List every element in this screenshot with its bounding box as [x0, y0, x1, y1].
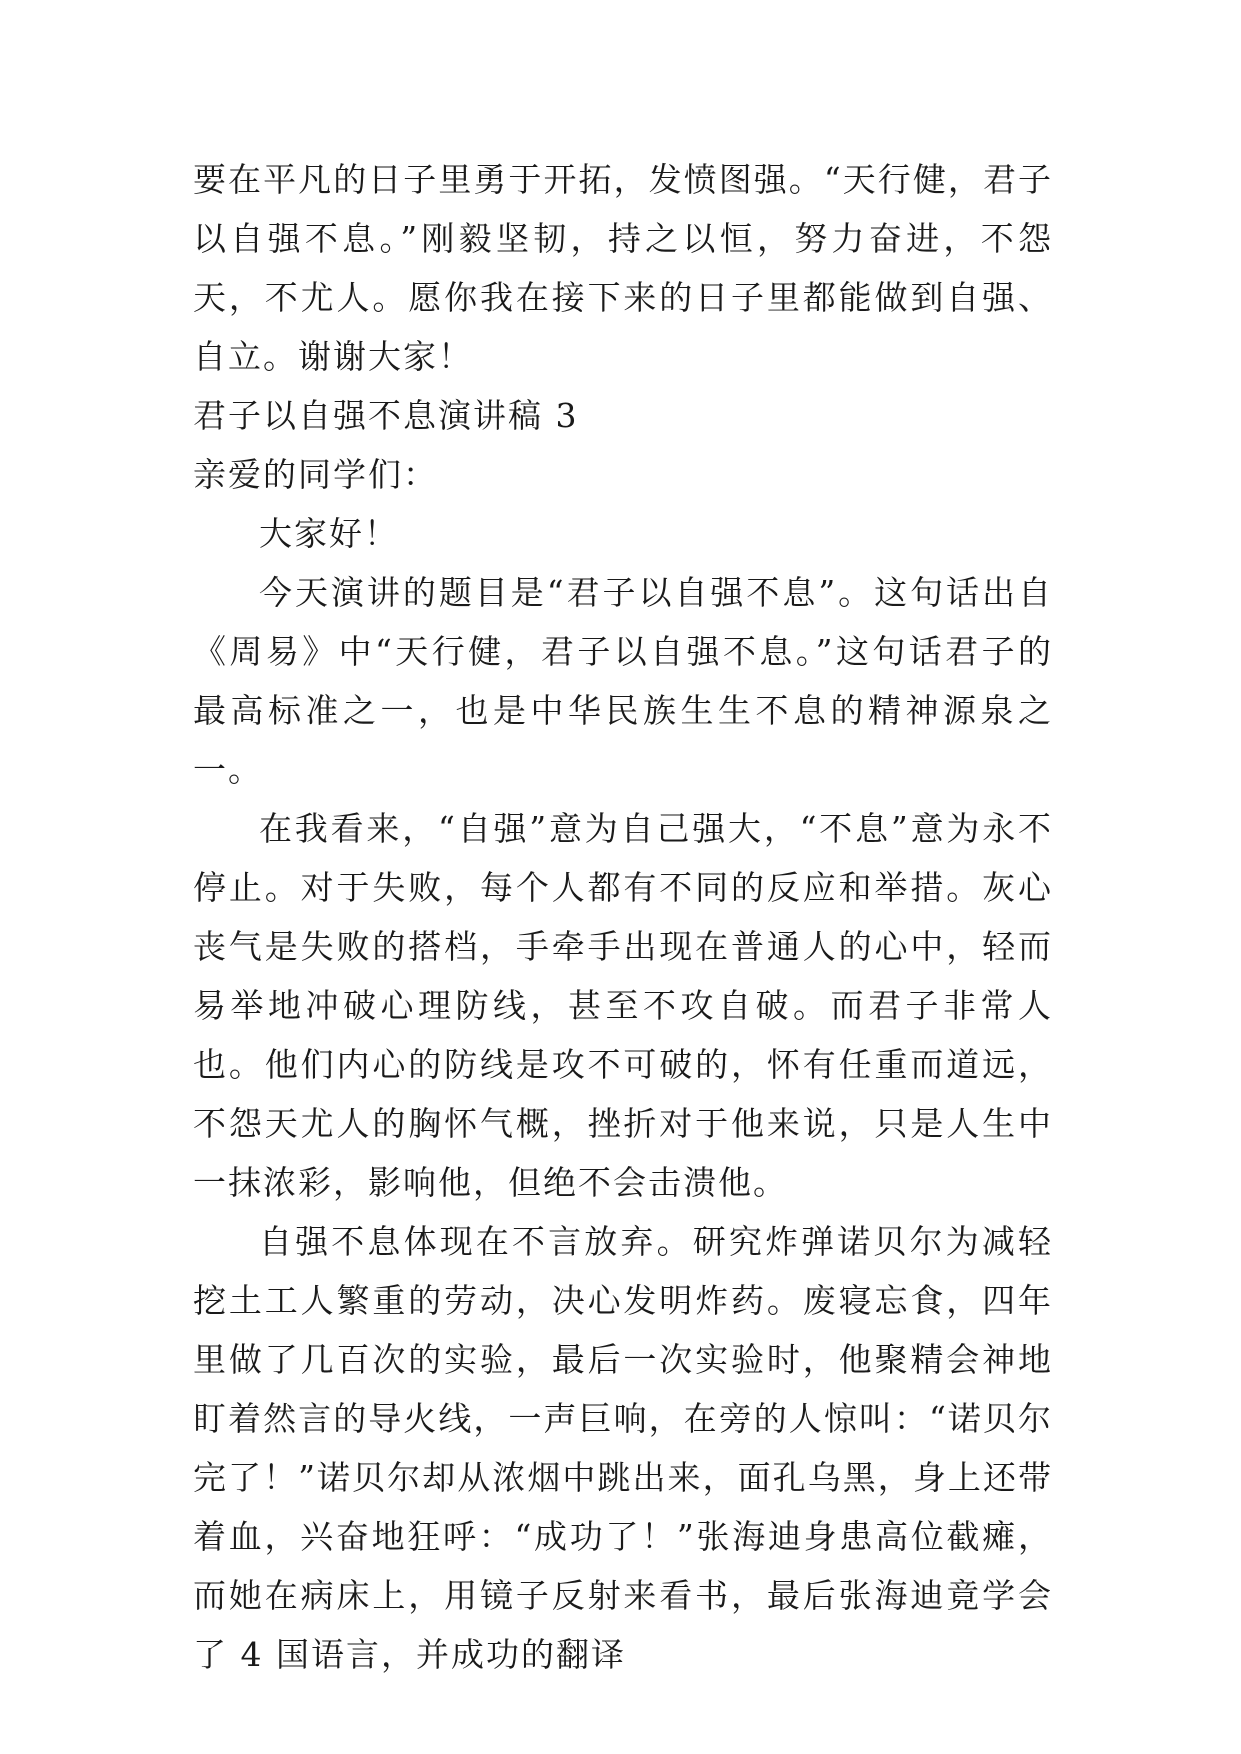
paragraph-meaning: 在我看来，“自强”意为自己强大，“不息”意为永不停止。对于失败，每个人都有不同的反应和举措。灰心丧气是失败的搭档，手牵手出现在普通人的心中，轻而易举地冲破心理防线，甚至不攻自破。而君子非常人也。他们内心的防线是攻不可破的，怀有任重而道远，不怨天尤人的胸怀气概，挫折对于他来说，只是人生中一抹浓彩，影响他，但绝不会击溃他。: [193, 809, 1053, 1202]
greeting: 大家好！: [259, 514, 399, 553]
paragraph-closing: 要在平凡的日子里勇于开拓，发愤图强。“天行健，君子以自强不息。”刚毅坚韧，持之以恒，努力奋进，不怨天，不尤人。愿你我在接下来的日子里都能做到自强、自立。谢谢大家！: [193, 160, 1053, 376]
salutation: 亲爱的同学们：: [193, 455, 438, 494]
section-heading: 君子以自强不息演讲稿 3: [193, 396, 579, 435]
paragraph-intro: 今天演讲的题目是“君子以自强不息”。这句话出自《周易》中“天行健，君子以自强不息。”这句话君子的最高标准之一，也是中华民族生生不息的精神源泉之一。: [193, 573, 1053, 789]
paragraph-examples: 自强不息体现在不言放弃。研究炸弹诺贝尔为减轻挖土工人繁重的劳动，决心发明炸药。废寝忘食，四年里做了几百次的实验，最后一次实验时，他聚精会神地盯着然言的导火线，一声巨响，在旁的人惊叫：“诺贝尔完了！”诺贝尔却从浓烟中跳出来，面孔乌黑，身上还带着血，兴奋地狂呼：“成功了！”张海迪身患高位截瘫，而她在病床上，用镜子反射来看书，最后张海迪竟学会了 4 国语言，并成功的翻译: [193, 1222, 1053, 1674]
document-body: [193, 150, 1053, 1684]
